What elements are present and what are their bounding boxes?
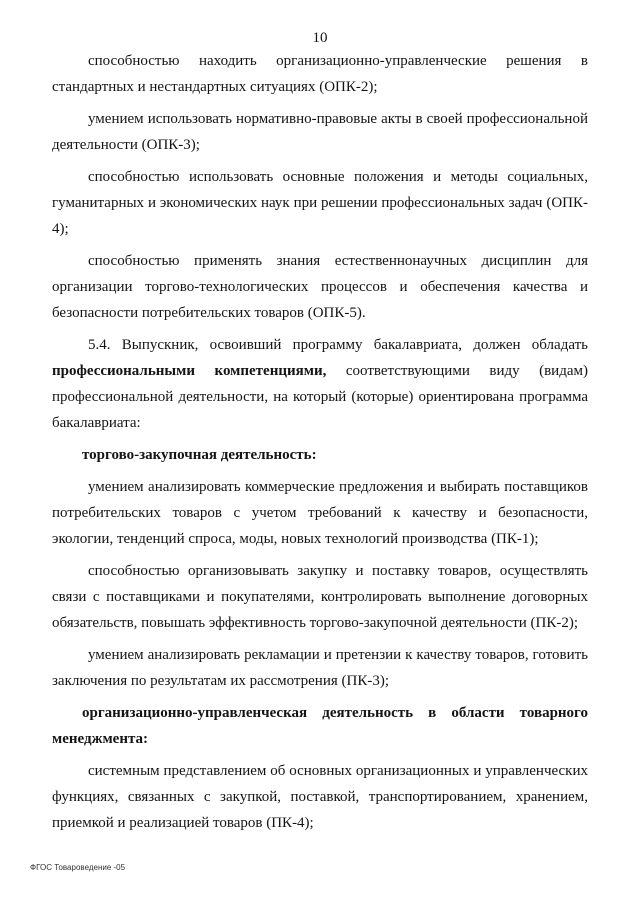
heading-organizational-management: организационно-управленческая деятельность в области товарного менеджмента:	[52, 705, 588, 747]
paragraph-5-4-bold: профессиональными компетенциями,	[52, 363, 327, 379]
paragraph-pk-4: системным представлением об основных организационных и управленческих функциях, связанных с закупкой, поставкой, транспортированием, хранением, приемкой и реализацией товаров (ПК-4);	[52, 763, 588, 831]
paragraph-opk-2: способностью находить организационно-управленческие решения в стандартных и нестандартных ситуациях (ОПК-2);	[52, 53, 588, 95]
paragraph-pk-3: умением анализировать рекламации и претензии к качеству товаров, готовить заключения по результатам их рассмотрения (ПК-3);	[52, 647, 588, 689]
footer-label: ФГОС Товароведение -05	[30, 863, 126, 872]
paragraph-5-4-start: 5.4. Выпускник, освоивший программу бакалавриата, должен обладать	[88, 337, 588, 353]
paragraph-opk-3: умением использовать нормативно-правовые акты в своей профессиональной деятельности (ОПК-3);	[52, 111, 588, 153]
paragraph-5-4	[52, 332, 588, 436]
paragraph-opk-4: способностью использовать основные положения и методы социальных, гуманитарных и экономических наук при решении профессиональных задач (ОПК- 4);	[52, 169, 588, 237]
paragraph-pk-2: способностью организовывать закупку и поставку товаров, осуществлять связи с поставщиками и покупателями, контролировать выполнение договорных обязательств, повышать эффективность торгово-закупочной деятельности (ПК-2);	[52, 563, 588, 631]
heading-trade-procurement: торгово-закупочная деятельность:	[82, 447, 317, 463]
page-number: 10	[312, 30, 328, 46]
paragraph-opk-5: способностью применять знания естественнонаучных дисциплин для организации торгово-технологических процессов и обеспечения качества и безопасности потребительских товаров (ОПК-5).	[52, 253, 588, 321]
paragraph-5-4-end: соответствующими виду (видам) профессиональной деятельности, на который (которые) ориентирована программа бакалавриата:	[52, 363, 588, 431]
document-body	[52, 48, 588, 842]
paragraph-pk-1: умением анализировать коммерческие предложения и выбирать поставщиков потребительских товаров с учетом требований к качеству и безопасности, экологии, тенденций спроса, моды, новых технологий производства (ПК-1);	[52, 479, 588, 547]
